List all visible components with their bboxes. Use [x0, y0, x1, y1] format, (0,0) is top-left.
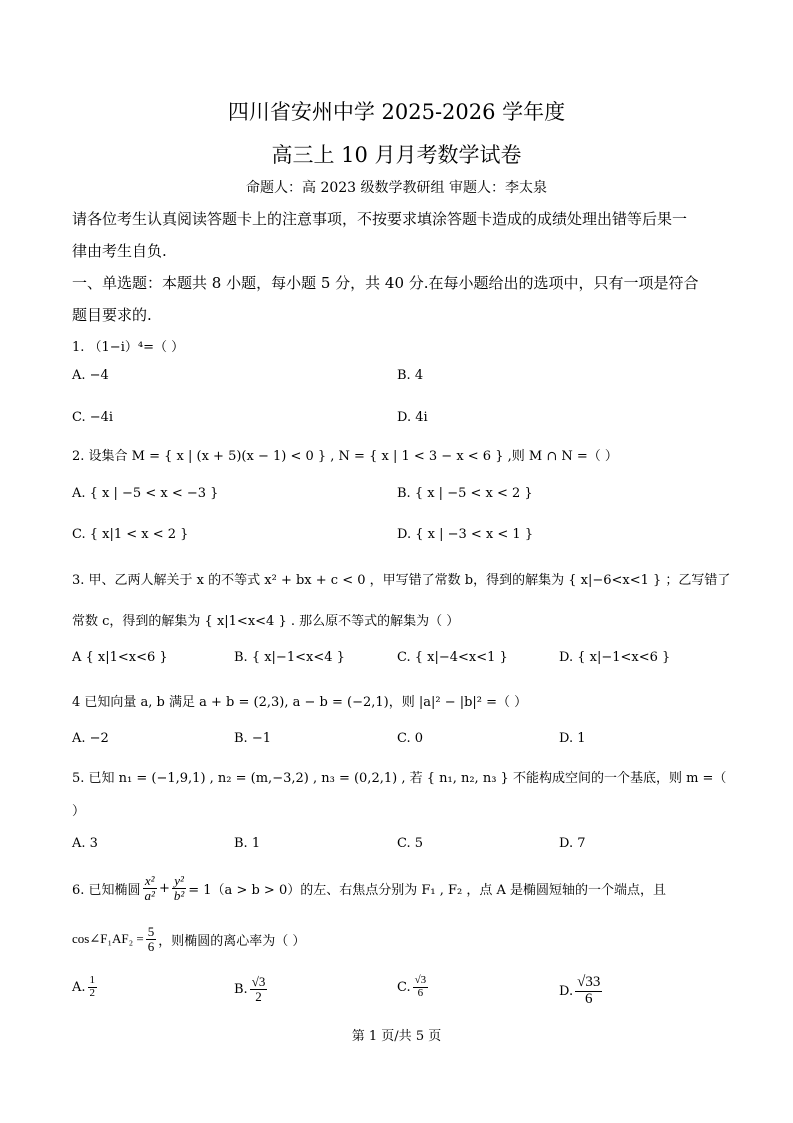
option-d-denominator: 6: [584, 990, 593, 1007]
cos-numerator: 5: [147, 924, 155, 939]
exam-title-line1: 四川省安州中学 2025-2026 学年度: [227, 100, 566, 124]
question-1-option-b: B. 4: [397, 368, 424, 383]
option-d-numerator: √33: [577, 974, 601, 990]
option-b-label: B.: [234, 981, 248, 997]
question-6-option-a: [72, 975, 99, 999]
question-5-option-d: D. 7: [559, 836, 586, 851]
cos-expression: cos∠F₁AF₂ =: [72, 931, 144, 947]
option-a-denominator: 2: [89, 986, 96, 999]
question-2-option-c: C. { x|1 < x < 2 }: [72, 527, 189, 542]
ellipse-x-fraction: [143, 874, 157, 902]
option-c-label: C.: [397, 979, 411, 995]
question-1-option-a: A. −4: [72, 368, 109, 383]
question-6-option-b: [234, 975, 269, 1003]
section-heading-line2: 题目要求的.: [72, 306, 152, 324]
ellipse-x-numerator: x²: [144, 873, 155, 888]
question-5-option-c: C. 5: [397, 836, 424, 851]
cos-fraction: [146, 925, 157, 953]
question-6-stem-tail: ，则椭圆的离心率为（ ）: [158, 933, 306, 949]
exam-title-line2: 高三上 10 月月考数学试卷: [271, 143, 522, 167]
notice-line2: 律由考生自负.: [72, 242, 167, 260]
option-a-label: A.: [72, 979, 86, 995]
question-4-option-b: B. −1: [234, 731, 271, 746]
question-5-option-b: B. 1: [234, 836, 261, 851]
ellipse-y-numerator: y²: [174, 873, 184, 888]
question-5-stem-line1: 5. 已知 n₁ = (−1,9,1) , n₂ = (m,−3,2) , n₃ = (0,2,1) , 若 { n₁, n₂, n₃ } 不能构成空间的一个基底，则 m =（: [72, 771, 727, 786]
question-6-stem-line2: [72, 925, 305, 953]
question-4-stem: 4 已知向量 a, b 满足 a + b = (2,3), a − b = (−2,1)，则 |a|² − |b|² =（ ）: [72, 695, 528, 710]
option-a-numerator: 1: [89, 974, 96, 986]
question-2-option-d: D. { x | −3 < x < 1 }: [397, 527, 534, 542]
question-3-stem-line2: 常数 c，得到的解集为 { x|1<x<4 } . 那么原不等式的解集为（ ）: [72, 614, 460, 629]
option-c-fraction: [413, 975, 429, 999]
question-1-option-d: D. 4i: [397, 410, 428, 425]
option-d-fraction: [575, 975, 602, 1008]
exam-authors: 命题人：高 2023 级数学教研组 审题人：李太泉: [246, 180, 547, 196]
question-4-option-c: C. 0: [397, 731, 424, 746]
question-1-option-c: C. −4i: [72, 410, 114, 425]
option-a-fraction: [88, 975, 98, 999]
question-1-stem: 1. （1−i）⁴=（ ）: [72, 340, 185, 355]
question-3-stem-line1: 3. 甲、乙两人解关于 x 的不等式 x² + bx + c < 0 ，甲写错了常数 b，得到的解集为 { x|−6<x<1 } ；乙写错了: [72, 573, 731, 588]
ellipse-y-fraction: [172, 874, 186, 902]
question-6-stem-line1: [72, 874, 666, 902]
question-3-option-c: C. { x|−4<x<1 }: [397, 650, 508, 665]
page-number: 第 1 页/共 5 页: [351, 1029, 442, 1044]
ellipse-plus-sign: +: [158, 880, 170, 896]
question-6-option-c: [397, 975, 430, 999]
question-6-option-d: [559, 975, 604, 1008]
notice-line1: 请各位考生认真阅读答题卡上的注意事项，不按要求填涂答题卡造成的成绩处理出错等后果一: [72, 210, 688, 228]
option-b-denominator: 2: [255, 988, 262, 1004]
question-2-option-b: B. { x | −5 < x < 2 }: [397, 486, 533, 501]
question-6-stem-post: = 1（a > b > 0）的左、右焦点分别为 F₁ , F₂ ，点 A 是椭圆短轴的一个端点，且: [188, 882, 666, 898]
question-5-option-a: A. 3: [72, 836, 98, 851]
question-3-option-b: B. { x|−1<x<4 }: [234, 650, 345, 665]
option-c-denominator: 6: [417, 986, 424, 999]
question-4-option-d: D. 1: [559, 731, 586, 746]
option-b-fraction: [250, 975, 268, 1003]
question-2-stem: 2. 设集合 M = { x | (x + 5)(x − 1) < 0 } , N = { x | 1 < 3 − x < 6 } ,则 M ∩ N =（ ）: [72, 449, 618, 464]
question-6-stem-pre: 6. 已知椭圆: [72, 882, 141, 898]
question-3-option-d: D. { x|−1<x<6 }: [559, 650, 671, 665]
question-3-option-a: A { x|1<x<6 }: [72, 650, 168, 665]
ellipse-y-denominator: b²: [173, 887, 185, 903]
cos-denominator: 6: [147, 938, 155, 954]
question-5-stem-line2: ）: [72, 804, 86, 819]
option-c-numerator: √3: [414, 974, 427, 986]
option-d-label: D.: [559, 983, 574, 999]
section-heading-line1: 一、单选题：本题共 8 小题，每小题 5 分，共 40 分.在每小题给出的选项中，只有一项是符合: [72, 274, 699, 292]
question-4-option-a: A. −2: [72, 731, 109, 746]
question-2-option-a: A. { x | −5 < x < −3 }: [72, 486, 219, 501]
option-b-numerator: √3: [251, 974, 266, 989]
ellipse-x-denominator: a²: [144, 887, 155, 903]
